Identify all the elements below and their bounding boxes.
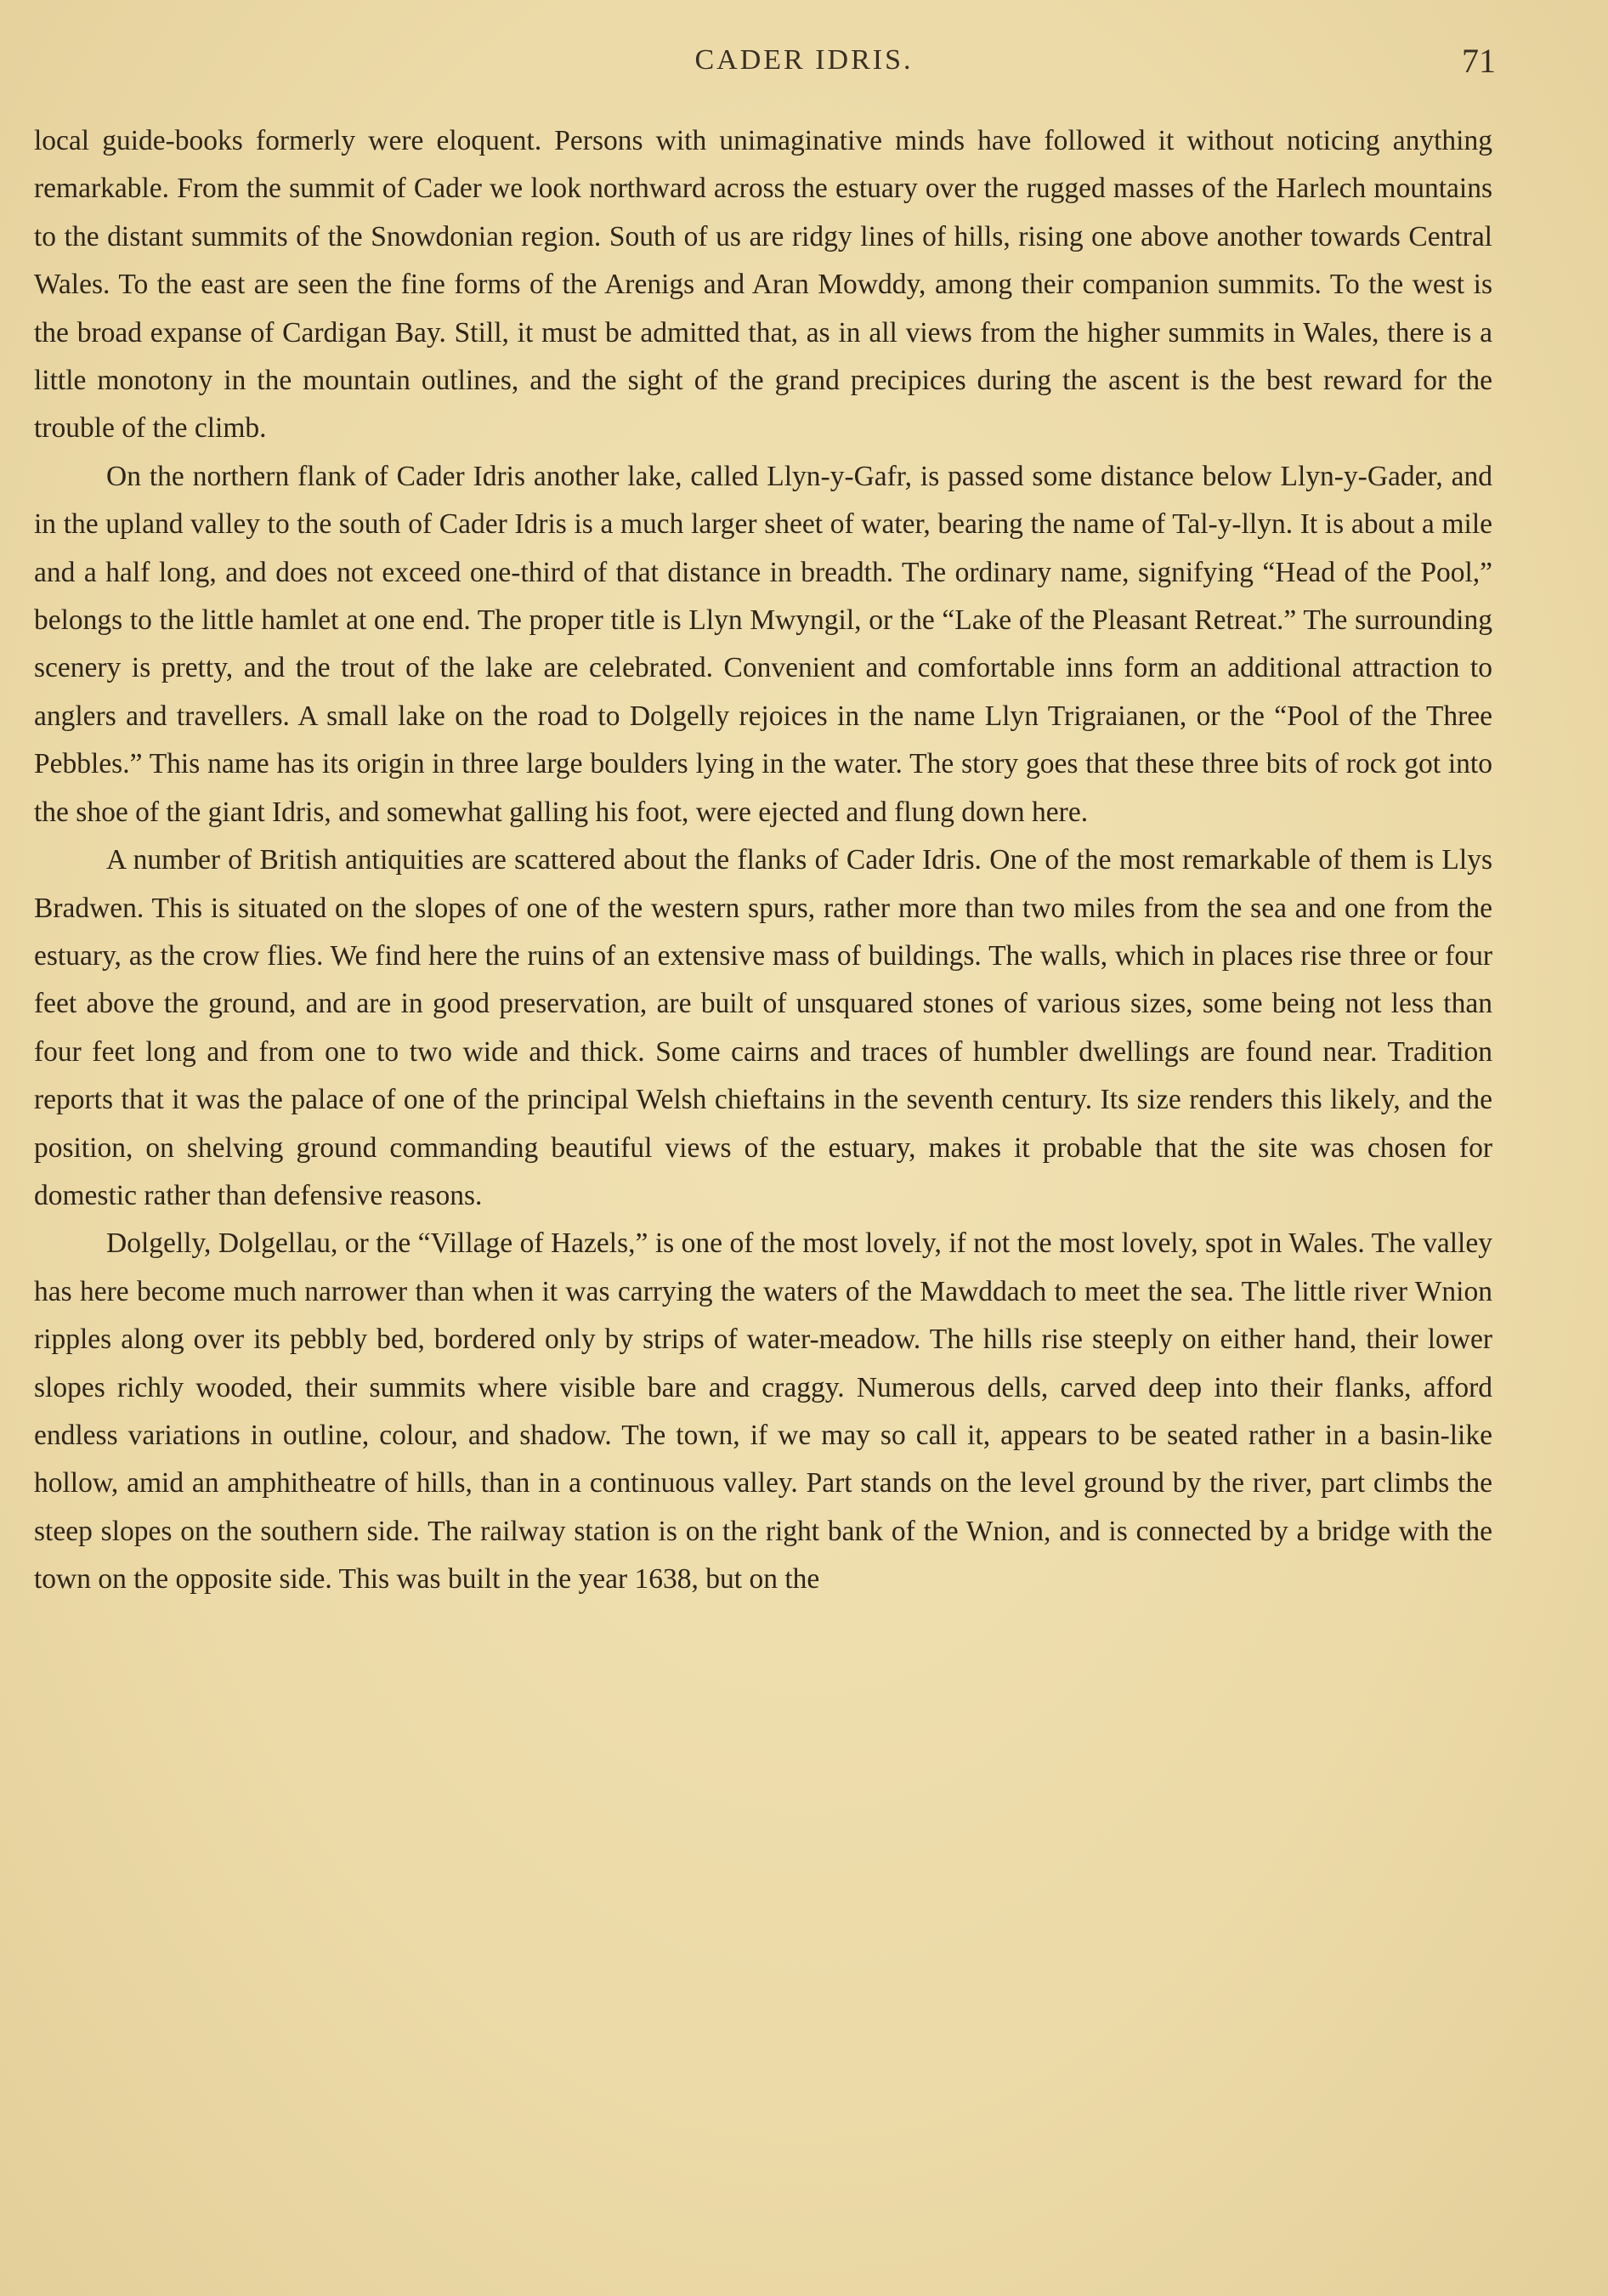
paragraph-1: local guide-books formerly were eloquent. Persons with unimaginative minds have followed it without noticing anything remarkable. From the summit of Cader we look northward across the estuary over the rugged masses of the Harlech mountains to the distant summits of the Snowdonian region. South of us are ridgy lines of hills, rising one above another towards Central Wales. To the east are seen the fine forms of the Arenigs and Aran Mowddy, among their companion summits. To the west is the broad expanse of Cardigan Bay. Still, it must be admitted that, as in all views from the higher summits in Wales, there is a little monotony in the mountain outlines, and the sight of the grand precipices during the ascent is the best reward for the trouble of the climb. bbox=[34, 125, 1492, 445]
paragraph-2: On the northern flank of Cader Idris another lake, called Llyn-y-Gafr, is passed some distance below Llyn-y-Gader, and in the upland valley to the south of Cader Idris is a much larger sheet of water, bearing the name of Tal-y-llyn. It is about a mile and a half long, and does not exceed one-third of that distance in breadth. The ordinary name, signifying “Head of the Pool,” belongs to the little hamlet at one end. The proper title is Llyn Mwyngil, or the “Lake of the Pleasant Retreat.” The surrounding scenery is pretty, and the trout of the lake are celebrated. Convenient and comfortable inns form an additional attraction to anglers and travellers. A small lake on the road to Dolgelly rejoices in the name Llyn Trigraianen, or the “Pool of the Three Pebbles.” This name has its origin in three large boulders lying in the water. The story goes that these three bits of rock got into the shoe of the giant Idris, and somewhat galling his foot, were ejected and flung down here. bbox=[34, 460, 1492, 828]
paragraph-4: Dolgelly, Dolgellau, or the “Village of Hazels,” is one of the most lovely, if not the most lovely, spot in Wales. The valley has here become much narrower than when it was carrying the waters of the Mawddach to meet the sea. The little river Wnion ripples along over its pebbly bed, bordered only by strips of water-meadow. The hills rise steeply on either hand, their lower slopes richly wooded, their summits where visible bare and craggy. Numerous dells, carved deep into their flanks, afford endless variations in outline, colour, and shadow. The town, if we may so call it, appears to be seated rather in a basin-like hollow, amid an amphitheatre of hills, than in a continuous valley. Part stands on the level ground by the river, part climbs the steep slopes on the southern side. The railway station is on the right bank of the Wnion, and is connected by a bridge with the town on the opposite side. This was built in the year 1638, but on the bbox=[34, 1227, 1492, 1596]
running-head bbox=[0, 37, 1608, 88]
page-number: 71 bbox=[1462, 42, 1496, 80]
paragraph-3: A number of British antiquities are scattered about the flanks of Cader Idris. One of the most remarkable of them is Llys Bradwen. This is situated on the slopes of one of the western spurs, rather more than two miles from the sea and one from the estuary, as the crow flies. We find here the ruins of an extensive mass of buildings. The walls, which in places rise three or four feet above the ground, and are in good preservation, are built of unsquared stones of various sizes, some being not less than four feet long and from one to two wide and thick. Some cairns and traces of humbler dwellings are found near. Tradition reports that it was the palace of one of the principal Welsh chieftains in the seventh century. Its size renders this likely, and the position, on shelving ground commanding beautiful views of the estuary, makes it probable that the site was chosen for domestic rather than defensive reasons. bbox=[34, 844, 1492, 1211]
chapter-title: CADER IDRIS. bbox=[694, 44, 914, 76]
body-text bbox=[34, 117, 1492, 1604]
